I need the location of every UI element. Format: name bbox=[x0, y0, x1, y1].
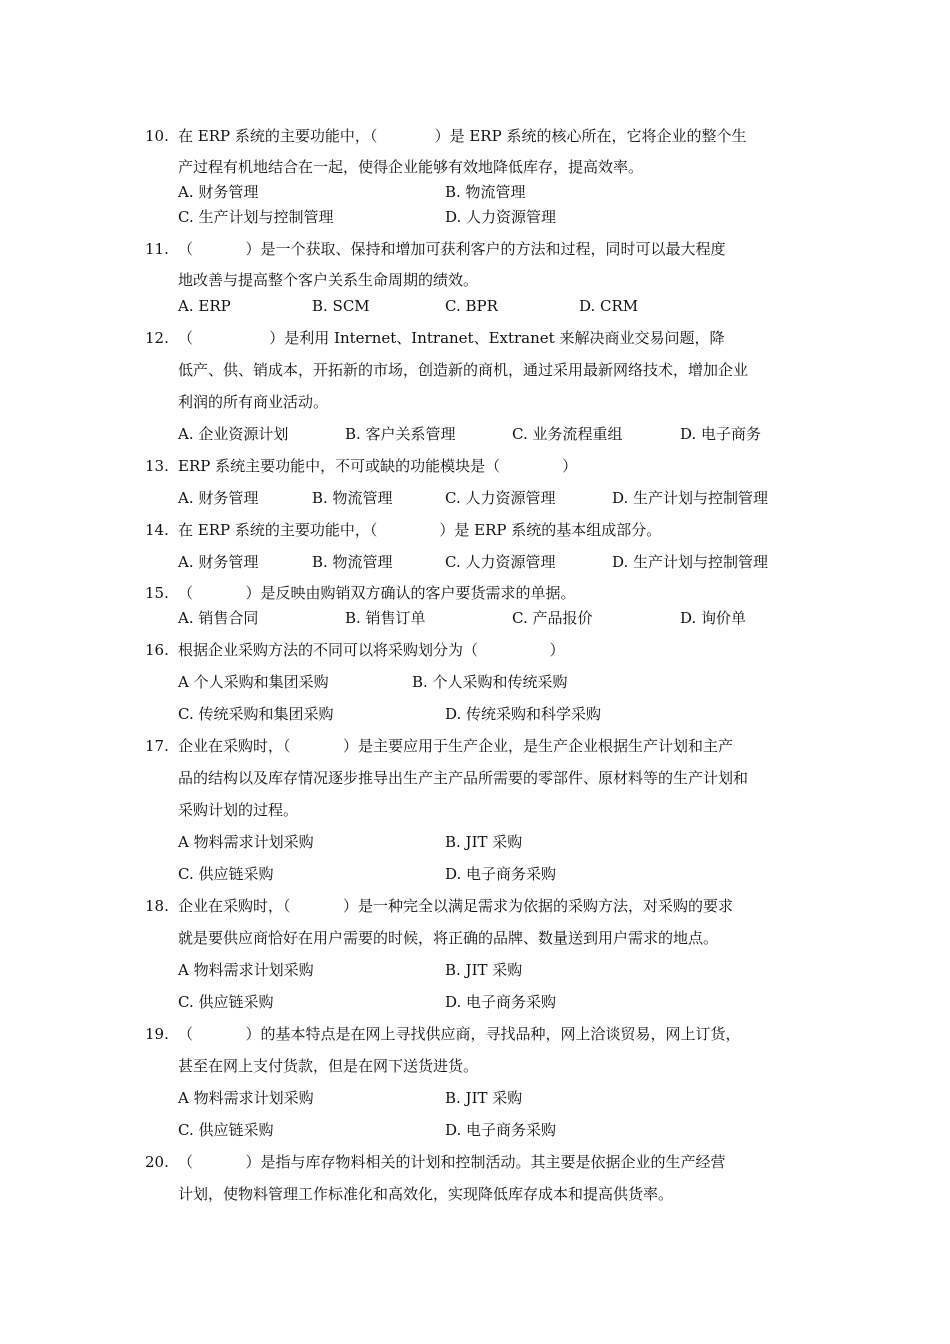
question-text-line: （ ）是指与库存物料相关的计划和控制活动。其主要是依据企业的生产经营 bbox=[178, 1153, 726, 1171]
option-c: C. 产品报价 bbox=[512, 609, 593, 627]
option-a: A. 销售合同 bbox=[178, 609, 259, 627]
option-d: D. CRM bbox=[579, 297, 639, 315]
question-number: 20. bbox=[145, 1153, 169, 1171]
question-text-line: 品的结构以及库存情况逐步推导出生产主产品所需要的零部件、原材料等的生产计划和 bbox=[178, 769, 749, 787]
option-d: D. 电子商务采购 bbox=[445, 993, 557, 1011]
option-a: A. 财务管理 bbox=[178, 489, 259, 507]
question-text-line: 甚至在网上支付货款，但是在网下送货进货。 bbox=[178, 1057, 479, 1075]
question-number: 12. bbox=[145, 329, 169, 347]
option-a: A 物料需求计划采购 bbox=[178, 961, 314, 979]
question-text-line: 利润的所有商业活动。 bbox=[178, 393, 329, 411]
option-d: D. 电子商务采购 bbox=[445, 1121, 557, 1139]
option-b: B. 个人采购和传统采购 bbox=[412, 673, 568, 691]
option-a: A 个人采购和集团采购 bbox=[178, 673, 329, 691]
question-text-line: 在 ERP 系统的主要功能中，（ ）是 ERP 系统的基本组成部分。 bbox=[178, 521, 662, 539]
option-a: A. ERP bbox=[178, 297, 231, 315]
question-number: 10. bbox=[145, 127, 169, 145]
option-d: D. 人力资源管理 bbox=[445, 208, 557, 226]
option-a: A. 企业资源计划 bbox=[178, 425, 289, 443]
option-b: B. JIT 采购 bbox=[445, 833, 523, 851]
option-c: C. 传统采购和集团采购 bbox=[178, 705, 334, 723]
question-text-line: （ ）的基本特点是在网上寻找供应商，寻找品种，网上洽谈贸易，网上订货， bbox=[178, 1025, 741, 1043]
question-text-line: 企业在采购时，（ ）是一种完全以满足需求为依据的采购方法，对采购的要求 bbox=[178, 897, 733, 915]
option-c: C. 生产计划与控制管理 bbox=[178, 208, 334, 226]
question-text-line: ERP 系统主要功能中，不可或缺的功能模块是（ ） bbox=[178, 457, 578, 475]
option-c: C. 人力资源管理 bbox=[445, 489, 556, 507]
option-c: C. BPR bbox=[445, 297, 498, 315]
option-d: D. 生产计划与控制管理 bbox=[612, 489, 769, 507]
option-c: C. 业务流程重组 bbox=[512, 425, 623, 443]
question-number: 16. bbox=[145, 641, 169, 659]
option-d: D. 电子商务采购 bbox=[445, 865, 557, 883]
option-a: A 物料需求计划采购 bbox=[178, 833, 314, 851]
option-b: B. JIT 采购 bbox=[445, 1089, 523, 1107]
question-number: 17. bbox=[145, 737, 169, 755]
option-a: A. 财务管理 bbox=[178, 553, 259, 571]
question-text-line: 地改善与提高整个客户关系生命周期的绩效。 bbox=[178, 271, 479, 289]
option-d: D. 电子商务 bbox=[680, 425, 762, 443]
option-a: A 物料需求计划采购 bbox=[178, 1089, 314, 1107]
option-c: C. 供应链采购 bbox=[178, 865, 274, 883]
option-b: B. 客户关系管理 bbox=[345, 425, 456, 443]
option-d: D. 传统采购和科学采购 bbox=[445, 705, 602, 723]
question-text-line: 低产、供、销成本，开拓新的市场，创造新的商机，通过采用最新网络技术，增加企业 bbox=[178, 361, 749, 379]
option-b: B. 物流管理 bbox=[445, 183, 526, 201]
question-text-line: 在 ERP 系统的主要功能中，（ ）是 ERP 系统的核心所在，它将企业的整个生 bbox=[178, 127, 747, 145]
option-d: D. 询价单 bbox=[680, 609, 747, 627]
question-number: 18. bbox=[145, 897, 169, 915]
option-d: D. 生产计划与控制管理 bbox=[612, 553, 769, 571]
option-b: B. JIT 采购 bbox=[445, 961, 523, 979]
option-b: B. 物流管理 bbox=[312, 489, 393, 507]
question-number: 13. bbox=[145, 457, 169, 475]
option-b: B. 物流管理 bbox=[312, 553, 393, 571]
option-b: B. SCM bbox=[312, 297, 370, 315]
question-text-line: （ ）是利用 Internet、Intranet、Extranet 来解决商业交易问题，降 bbox=[178, 329, 725, 347]
question-text-line: （ ）是一个获取、保持和增加可获利客户的方法和过程，同时可以最大程度 bbox=[178, 240, 726, 258]
option-a: A. 财务管理 bbox=[178, 183, 259, 201]
question-number: 19. bbox=[145, 1025, 169, 1043]
question-text-line: 企业在采购时，（ ）是主要应用于生产企业，是生产企业根据生产计划和主产 bbox=[178, 737, 733, 755]
option-c: C. 人力资源管理 bbox=[445, 553, 556, 571]
question-text-line: （ ）是反映由购销双方确认的客户要货需求的单据。 bbox=[178, 584, 576, 602]
question-number: 15. bbox=[145, 584, 169, 602]
question-text-line: 计划，使物料管理工作标准化和高效化，实现降低库存成本和提高供货率。 bbox=[178, 1185, 674, 1203]
question-text-line: 就是要供应商恰好在用户需要的时候，将正确的品牌、数量送到用户需求的地点。 bbox=[178, 929, 719, 947]
question-text-line: 采购计划的过程。 bbox=[178, 801, 299, 819]
question-number: 11. bbox=[145, 240, 169, 258]
question-text-line: 产过程有机地结合在一起，使得企业能够有效地降低库存，提高效率。 bbox=[178, 158, 644, 176]
question-text-line: 根据企业采购方法的不同可以将采购划分为（ ） bbox=[178, 641, 565, 659]
option-c: C. 供应链采购 bbox=[178, 1121, 274, 1139]
option-c: C. 供应链采购 bbox=[178, 993, 274, 1011]
option-b: B. 销售订单 bbox=[345, 609, 426, 627]
question-number: 14. bbox=[145, 521, 169, 539]
